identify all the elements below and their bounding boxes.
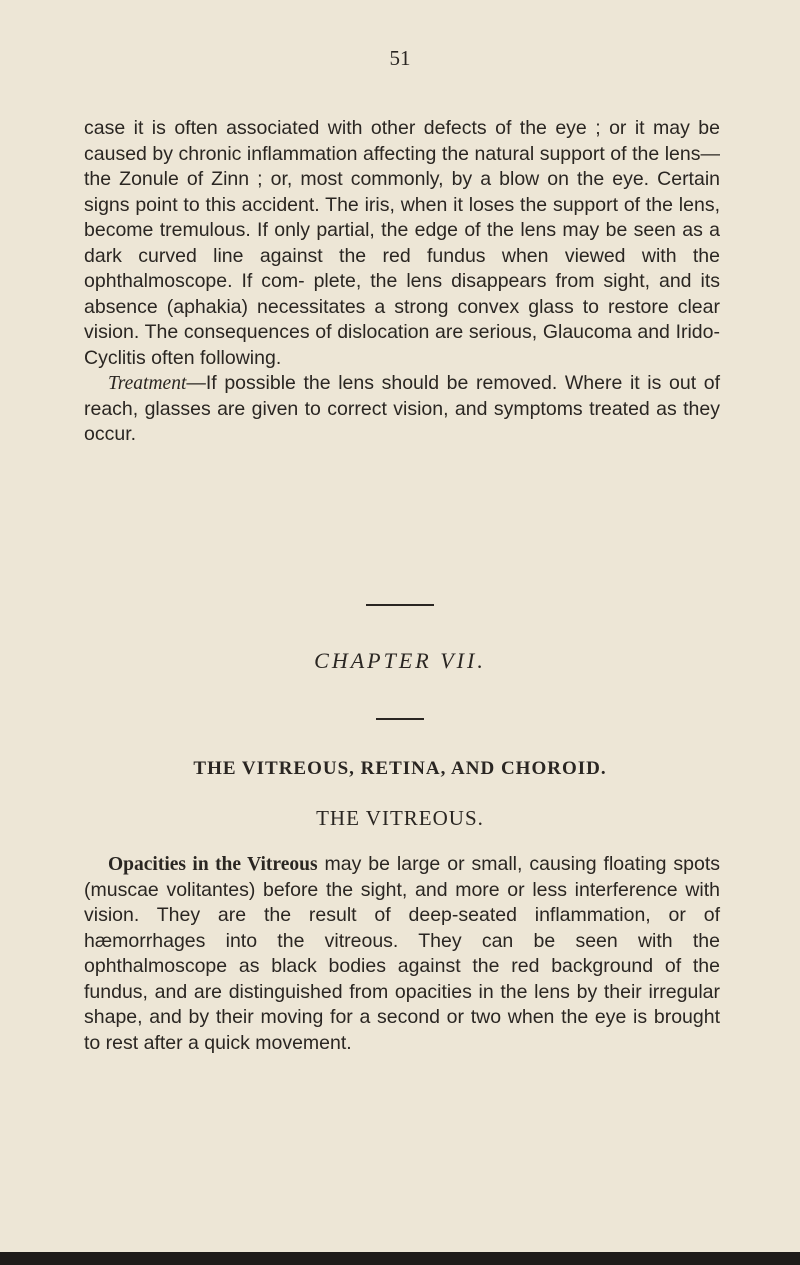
page-number: 51	[389, 46, 411, 70]
treatment-text: —If possible the lens should be removed. Where it is out of reach, glasses are given to correct vision, and symptoms treated as they occur.	[84, 372, 720, 445]
paragraph-dislocation-text: case it is often associated with other defects of the eye ; or it may be caused by chronic inflammation affecting the natural support of the lens—the Zonule of Zinn ; or, most commonly, by a blow on the eye. Certain signs point to this accident. The iris, when it loses the support of the lens, become tremulous. If only partial, the edge of the lens may be seen as a dark curved line against the red fundus when viewed with the ophthalmoscope. If com- plete, the lens disappears from sight, and its absence (aphakia) necessitates a strong convex glass to restore clear vision. The consequences of dislocation are serious, Glaucoma and Irido-Cyclitis often following.	[84, 117, 720, 369]
subsection-title: THE VITREOUS.	[316, 806, 484, 830]
section-divider-top	[366, 604, 434, 606]
opacities-lead: Opacities in the Vitreous	[108, 854, 318, 875]
opacities-text: may be large or small, causing floating spots (muscae volitantes) before the sight, and more or less interference with vision. They are the result of deep-seated inflammation, or of hæmorrhages into the vitreous. They can be seen with the ophthalmoscope as black bodies against the red background of the fundus, and are distinguished from opacities in the lens by their irregular shape, and by their moving for a second or two when the eye is brought to rest after a quick movement.	[84, 853, 720, 1054]
section-divider-bottom	[376, 718, 424, 720]
paragraph-opacities-text	[84, 852, 720, 1056]
chapter-heading: CHAPTER VII.	[314, 648, 486, 673]
paragraph-treatment	[84, 371, 720, 448]
section-title: THE VITREOUS, RETINA, AND CHOROID.	[193, 758, 607, 779]
paragraph-opacities	[84, 852, 720, 1056]
paragraph-dislocation	[84, 116, 720, 448]
treatment-lead: Treatment	[108, 373, 187, 394]
page-bottom-edge	[0, 1252, 800, 1265]
